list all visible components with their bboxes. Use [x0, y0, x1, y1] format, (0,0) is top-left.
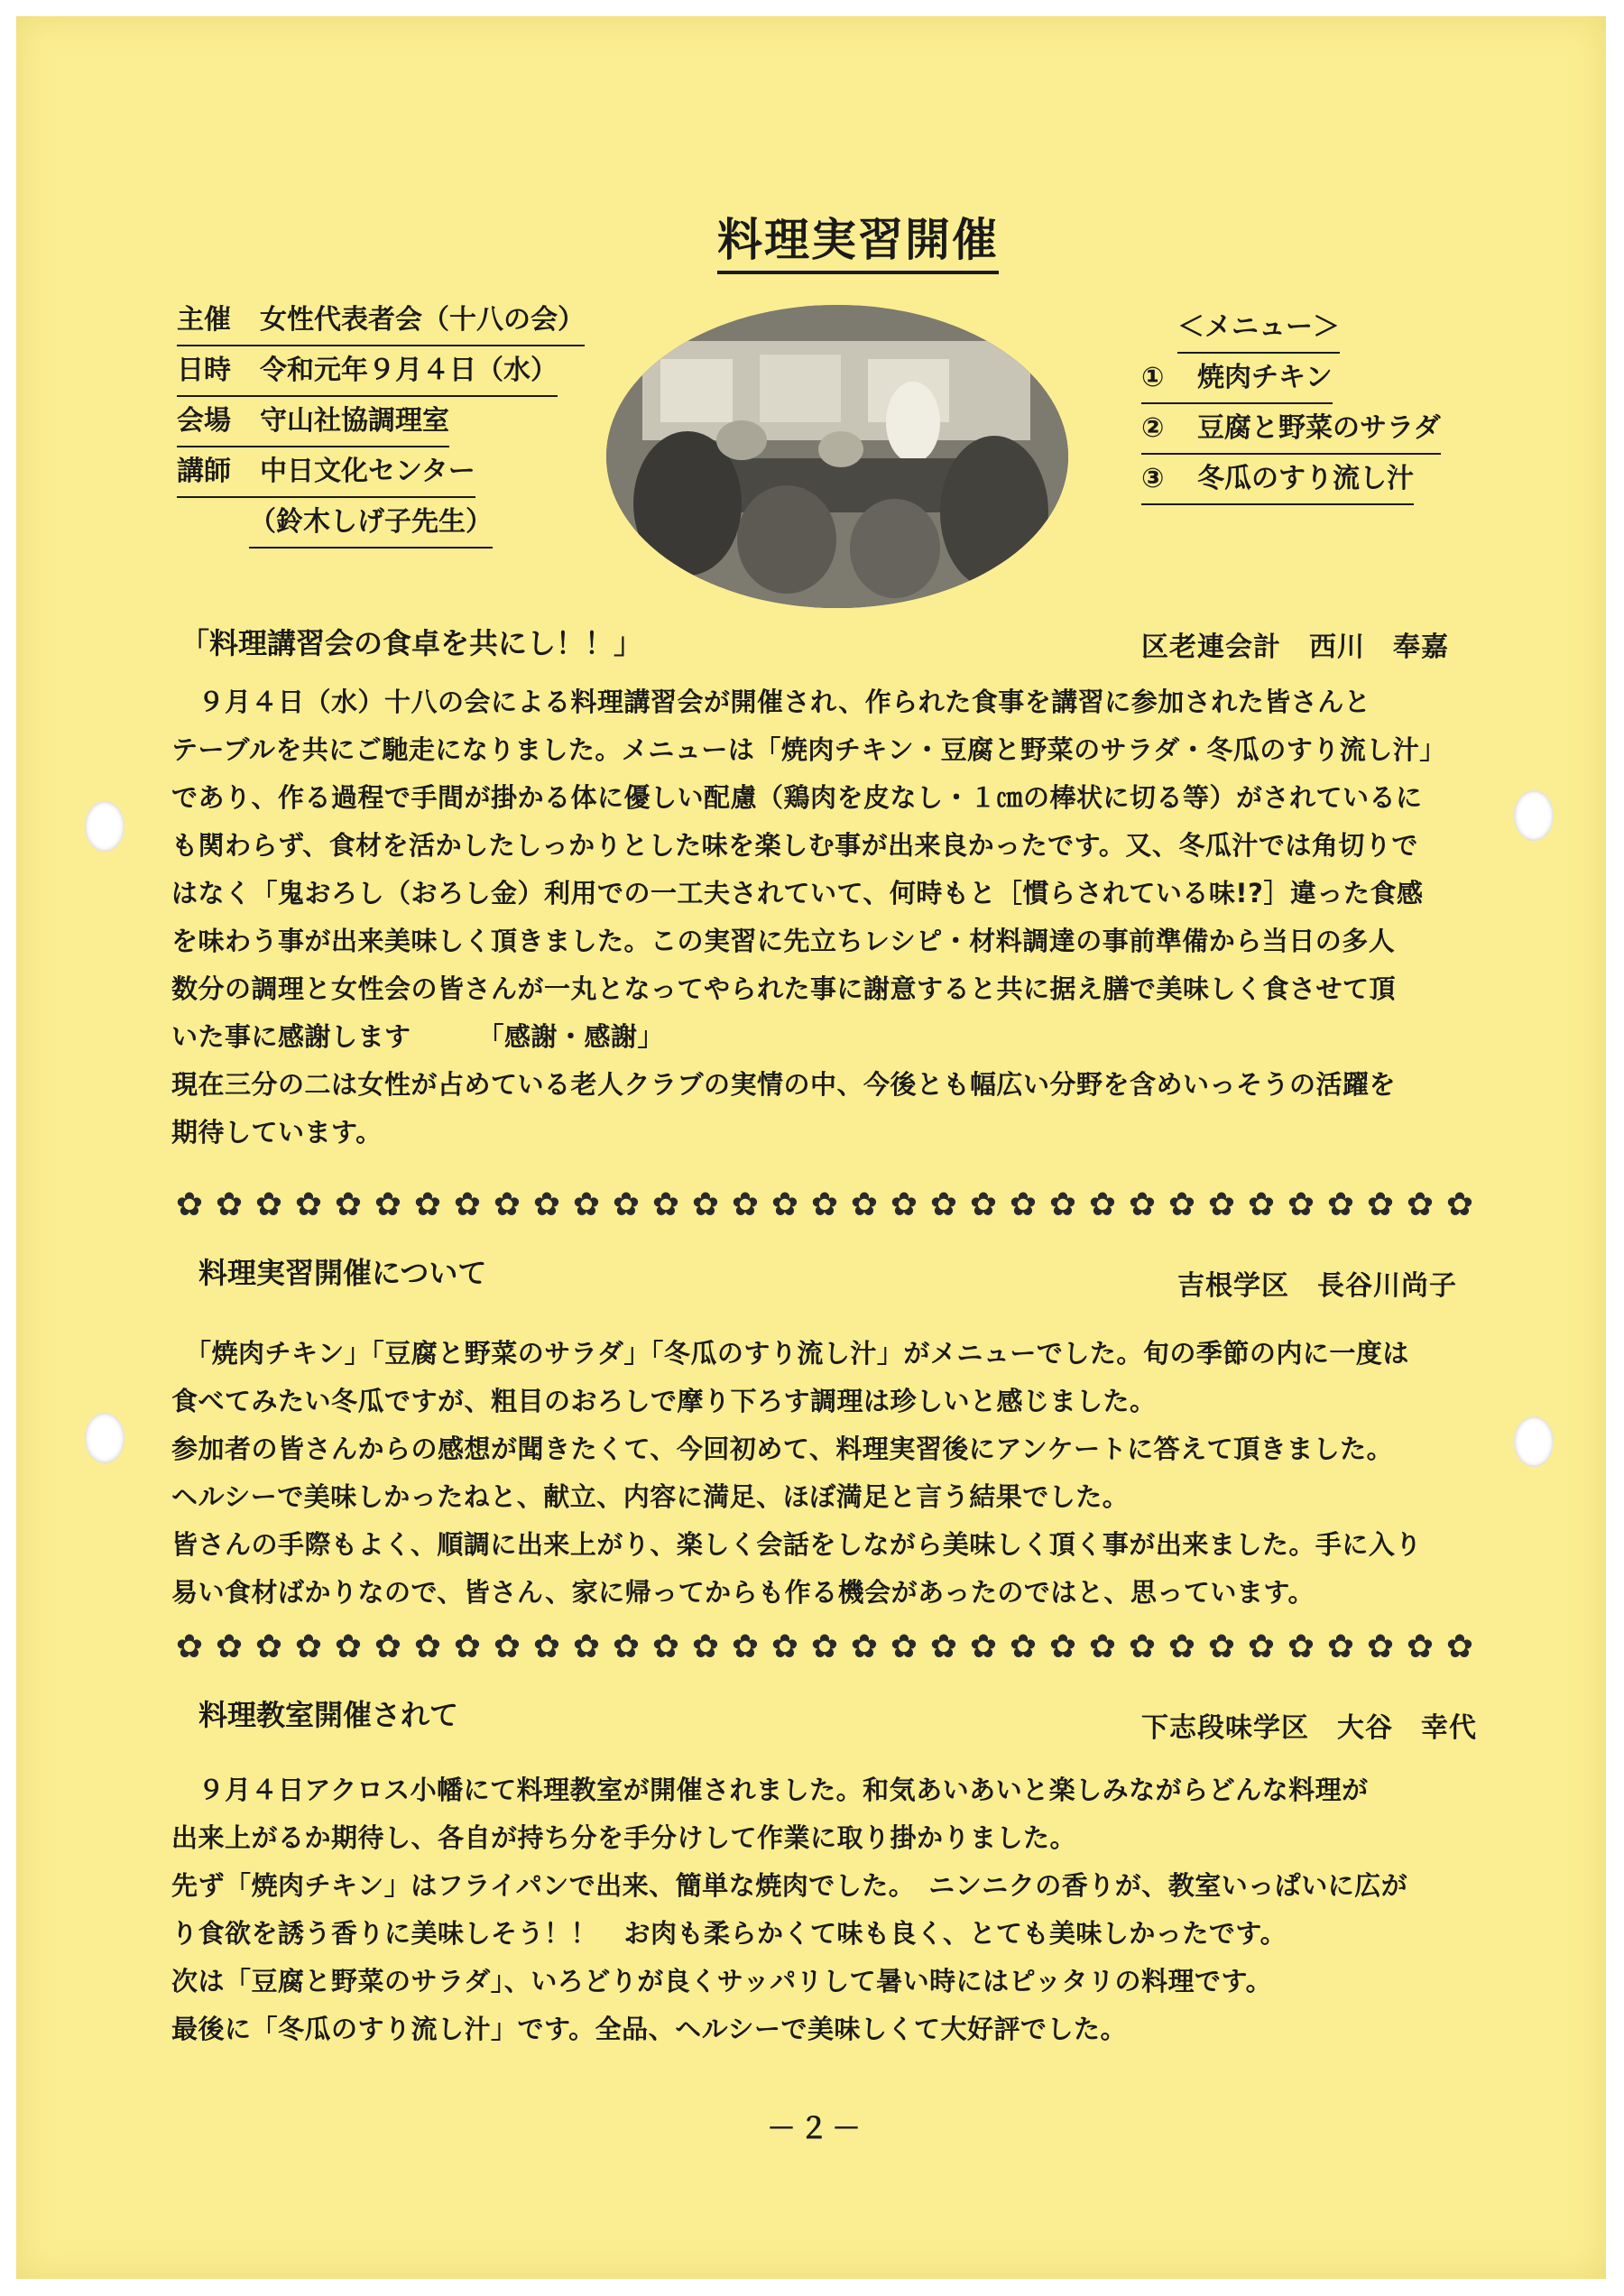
- body-line: ９月４日アクロス小幡にて料理教室が開催されました。和気あいあいと楽しみながらどんな料理が: [171, 1775, 1369, 1805]
- body-line: 参加者の皆さんからの感想が聞きたくて、今回初めて、料理実習後にアンケートに答えて頂きました。: [171, 1434, 1394, 1464]
- flower-icon: ✿: [1287, 1186, 1315, 1223]
- flower-icon: ✿: [651, 1186, 680, 1223]
- flower-icon: ✿: [1445, 1628, 1474, 1665]
- article-1-body: [171, 678, 1446, 1157]
- body-line: はなく「鬼おろし（おろし金）利用での一工夫されていて、何時もと［慣らされている味!?］違った食感: [171, 878, 1424, 908]
- photo-scene: [606, 305, 1068, 608]
- flower-icon: ✿: [1128, 1628, 1157, 1665]
- flower-icon: ✿: [1088, 1186, 1117, 1223]
- page-number: －２－: [767, 2111, 865, 2145]
- body-line: 食べてみたい冬瓜ですが、粗目のおろしで摩り下ろす調理は珍しいと感じました。: [171, 1386, 1157, 1416]
- lecturer-value: 中日文化センター: [260, 456, 475, 487]
- flower-icon: ✿: [254, 1186, 283, 1223]
- flower-icon: ✿: [850, 1628, 879, 1665]
- flower-icon: ✿: [612, 1186, 641, 1223]
- flower-icon: ✿: [374, 1186, 402, 1223]
- flower-icon: ✿: [969, 1628, 998, 1665]
- flower-icon: ✿: [1167, 1628, 1196, 1665]
- article-3-author: 下志段味学区 大谷 幸代: [1141, 1712, 1477, 1744]
- page-title: 料理実習開催: [717, 213, 999, 274]
- flower-icon: ✿: [890, 1628, 918, 1665]
- body-line: ９月４日（水）十八の会による料理講習会が開催され、作られた食事を講習に参加された皆さんと: [171, 687, 1371, 717]
- punch-hole-right-bottom: [1514, 1416, 1554, 1467]
- flower-icon: ✿: [810, 1628, 839, 1665]
- flower-icon: ✿: [1048, 1186, 1077, 1223]
- flower-icon: ✿: [294, 1186, 323, 1223]
- flower-icon: ✿: [929, 1186, 958, 1223]
- flower-icon: ✿: [612, 1628, 641, 1665]
- flower-icon: ✿: [850, 1186, 879, 1223]
- flower-icon: ✿: [810, 1186, 839, 1223]
- flower-icon: ✿: [374, 1628, 402, 1665]
- article-2-title: 料理実習開催について: [198, 1256, 487, 1290]
- flower-icon: ✿: [1167, 1186, 1196, 1223]
- flower-icon: ✿: [453, 1628, 482, 1665]
- flower-icon: ✿: [1287, 1628, 1315, 1665]
- flower-icon: ✿: [413, 1186, 442, 1223]
- flower-icon: ✿: [453, 1186, 482, 1223]
- flower-divider-2: [171, 1629, 1478, 1665]
- flower-icon: ✿: [1445, 1186, 1474, 1223]
- host-value: 女性代表者会（十八の会）: [260, 304, 585, 336]
- flower-icon: ✿: [651, 1628, 680, 1665]
- article-2-author: 吉根学区 長谷川尚子: [1177, 1270, 1457, 1302]
- body-line: 易い食材ばかりなので、皆さん、家に帰ってからも作る機会があったのではと、思っています。: [171, 1577, 1315, 1608]
- date-value: 令和元年９月４日（水）: [260, 355, 558, 386]
- flower-icon: ✿: [890, 1186, 918, 1223]
- menu-list: [1141, 303, 1441, 505]
- flower-icon: ✿: [731, 1186, 760, 1223]
- flower-icon: ✿: [1207, 1186, 1236, 1223]
- article-1-title: 「料理講習会の食卓を共にし！！」: [180, 626, 643, 660]
- venue-row: 会場 守山社協調理室: [177, 397, 449, 447]
- flower-icon: ✿: [731, 1628, 760, 1665]
- flower-icon: ✿: [1406, 1186, 1435, 1223]
- menu-item: ③ 冬瓜のすり流し汁: [1141, 455, 1414, 505]
- flower-icon: ✿: [294, 1628, 323, 1665]
- body-line: 最後に「冬瓜のすり流し汁」です。全品、ヘルシーで美味しくて大好評でした。: [171, 2014, 1127, 2044]
- event-info: [177, 296, 585, 549]
- flower-icon: ✿: [1128, 1186, 1157, 1223]
- flower-icon: ✿: [532, 1186, 561, 1223]
- menu-item: ① 焼肉チキン: [1141, 354, 1333, 404]
- body-line: 期待しています。: [171, 1117, 383, 1148]
- flower-icon: ✿: [215, 1628, 244, 1665]
- body-line: テーブルを共にご馳走になりました。メニューは「焼肉チキン・豆腐と野菜のサラダ・冬瓜のすり流し汁」: [171, 734, 1446, 765]
- article-1-author: 区老連会計 西川 奉嘉: [1141, 632, 1449, 663]
- flower-icon: ✿: [1088, 1628, 1117, 1665]
- punch-hole-left-top: [85, 801, 125, 852]
- flower-icon: ✿: [1009, 1186, 1038, 1223]
- host-row: 主催 女性代表者会（十八の会）: [177, 296, 585, 346]
- flower-icon: ✿: [334, 1186, 363, 1223]
- flower-icon: ✿: [1326, 1628, 1355, 1665]
- flower-icon: ✿: [493, 1186, 521, 1223]
- flower-icon: ✿: [1406, 1628, 1435, 1665]
- flower-icon: ✿: [770, 1186, 799, 1223]
- flower-icon: ✿: [532, 1628, 561, 1665]
- body-line: いた事に感謝します 「感謝・感謝」: [171, 1021, 665, 1052]
- flower-icon: ✿: [572, 1628, 601, 1665]
- menu-item: ② 豆腐と野菜のサラダ: [1141, 404, 1441, 455]
- flower-icon: ✿: [334, 1628, 363, 1665]
- venue-value: 守山社協調理室: [260, 405, 449, 437]
- flower-icon: ✿: [493, 1628, 521, 1665]
- flower-icon: ✿: [572, 1186, 601, 1223]
- flower-icon: ✿: [691, 1628, 720, 1665]
- article-2-body: [171, 1330, 1422, 1617]
- flower-icon: ✿: [215, 1186, 244, 1223]
- body-line: り食欲を誘う香りに美味しそう！！ お肉も柔らかくて味も良く、とても美味しかったです。: [171, 1918, 1287, 1949]
- date-row: 日時 令和元年９月４日（水）: [177, 346, 558, 397]
- flower-icon: ✿: [929, 1628, 958, 1665]
- body-line: も関わらず、食材を活かしたしっかりとした味を楽しむ事が出来良かったです。又、冬瓜汁では角切りで: [171, 830, 1418, 861]
- flower-icon: ✿: [175, 1186, 204, 1223]
- body-line: 皆さんの手際もよく、順調に出来上がり、楽しく会話をしながら美味しく頂く事が出来ました。手に入り: [171, 1529, 1422, 1560]
- body-line: 現在三分の二は女性が占めている老人クラブの実情の中、今後とも幅広い分野を含めいっそうの活躍を: [171, 1069, 1397, 1100]
- punch-hole-left-bottom: [85, 1413, 125, 1463]
- body-line: 「焼肉チキン」「豆腐と野菜のサラダ」「冬瓜のすり流し汁」がメニューでした。旬の季節の内に一度は: [171, 1338, 1409, 1369]
- body-line: を味わう事が出来美味しく頂きました。この実習に先立ちレシピ・材料調達の事前準備から当日の多人: [171, 926, 1396, 956]
- flower-icon: ✿: [691, 1186, 720, 1223]
- flower-icon: ✿: [175, 1628, 204, 1665]
- menu-heading: ＜メニュー＞: [1177, 303, 1340, 354]
- body-line: ヘルシーで美味しかったねと、献立、内容に満足、ほぼ満足と言う結果でした。: [171, 1481, 1130, 1512]
- flower-icon: ✿: [770, 1628, 799, 1665]
- flower-divider-1: [171, 1187, 1478, 1223]
- flower-icon: ✿: [1247, 1186, 1276, 1223]
- cooking-class-photo: [606, 305, 1068, 608]
- body-line: 次は「豆腐と野菜のサラダ」、いろどりが良くサッパリして暑い時にはピッタリの料理です。: [171, 1966, 1273, 1996]
- body-line: 先ず「焼肉チキン」はフライパンで出来、簡単な焼肉でした。 ニンニクの香りが、教室いっぱいに広が: [171, 1870, 1408, 1901]
- flower-icon: ✿: [1048, 1628, 1077, 1665]
- body-line: 数分の調理と女性会の皆さんが一丸となってやられた事に謝意すると共に据え膳で美味しく食させて頂: [171, 973, 1397, 1004]
- article-3-body: [171, 1766, 1407, 2053]
- body-line: であり、作る過程で手間が掛かる体に優しい配慮（鶏肉を皮なし・１㎝の棒状に切る等）がされているに: [171, 782, 1423, 813]
- lecturer-name: （鈴木しげ子先生）: [249, 498, 493, 549]
- body-line: 出来上がるか期待し、各自が持ち分を手分けして作業に取り掛かりました。: [171, 1822, 1077, 1853]
- flower-icon: ✿: [1009, 1628, 1038, 1665]
- article-3-title: 料理教室開催されて: [198, 1698, 459, 1732]
- flower-icon: ✿: [1326, 1186, 1355, 1223]
- flower-icon: ✿: [254, 1628, 283, 1665]
- flower-icon: ✿: [1247, 1628, 1276, 1665]
- flower-icon: ✿: [1366, 1628, 1395, 1665]
- lecturer-row: 講師 中日文化センター: [177, 447, 475, 498]
- punch-hole-right-top: [1514, 790, 1554, 841]
- flower-icon: ✿: [1207, 1628, 1236, 1665]
- flower-icon: ✿: [413, 1628, 442, 1665]
- flower-icon: ✿: [1366, 1186, 1395, 1223]
- flower-icon: ✿: [969, 1186, 998, 1223]
